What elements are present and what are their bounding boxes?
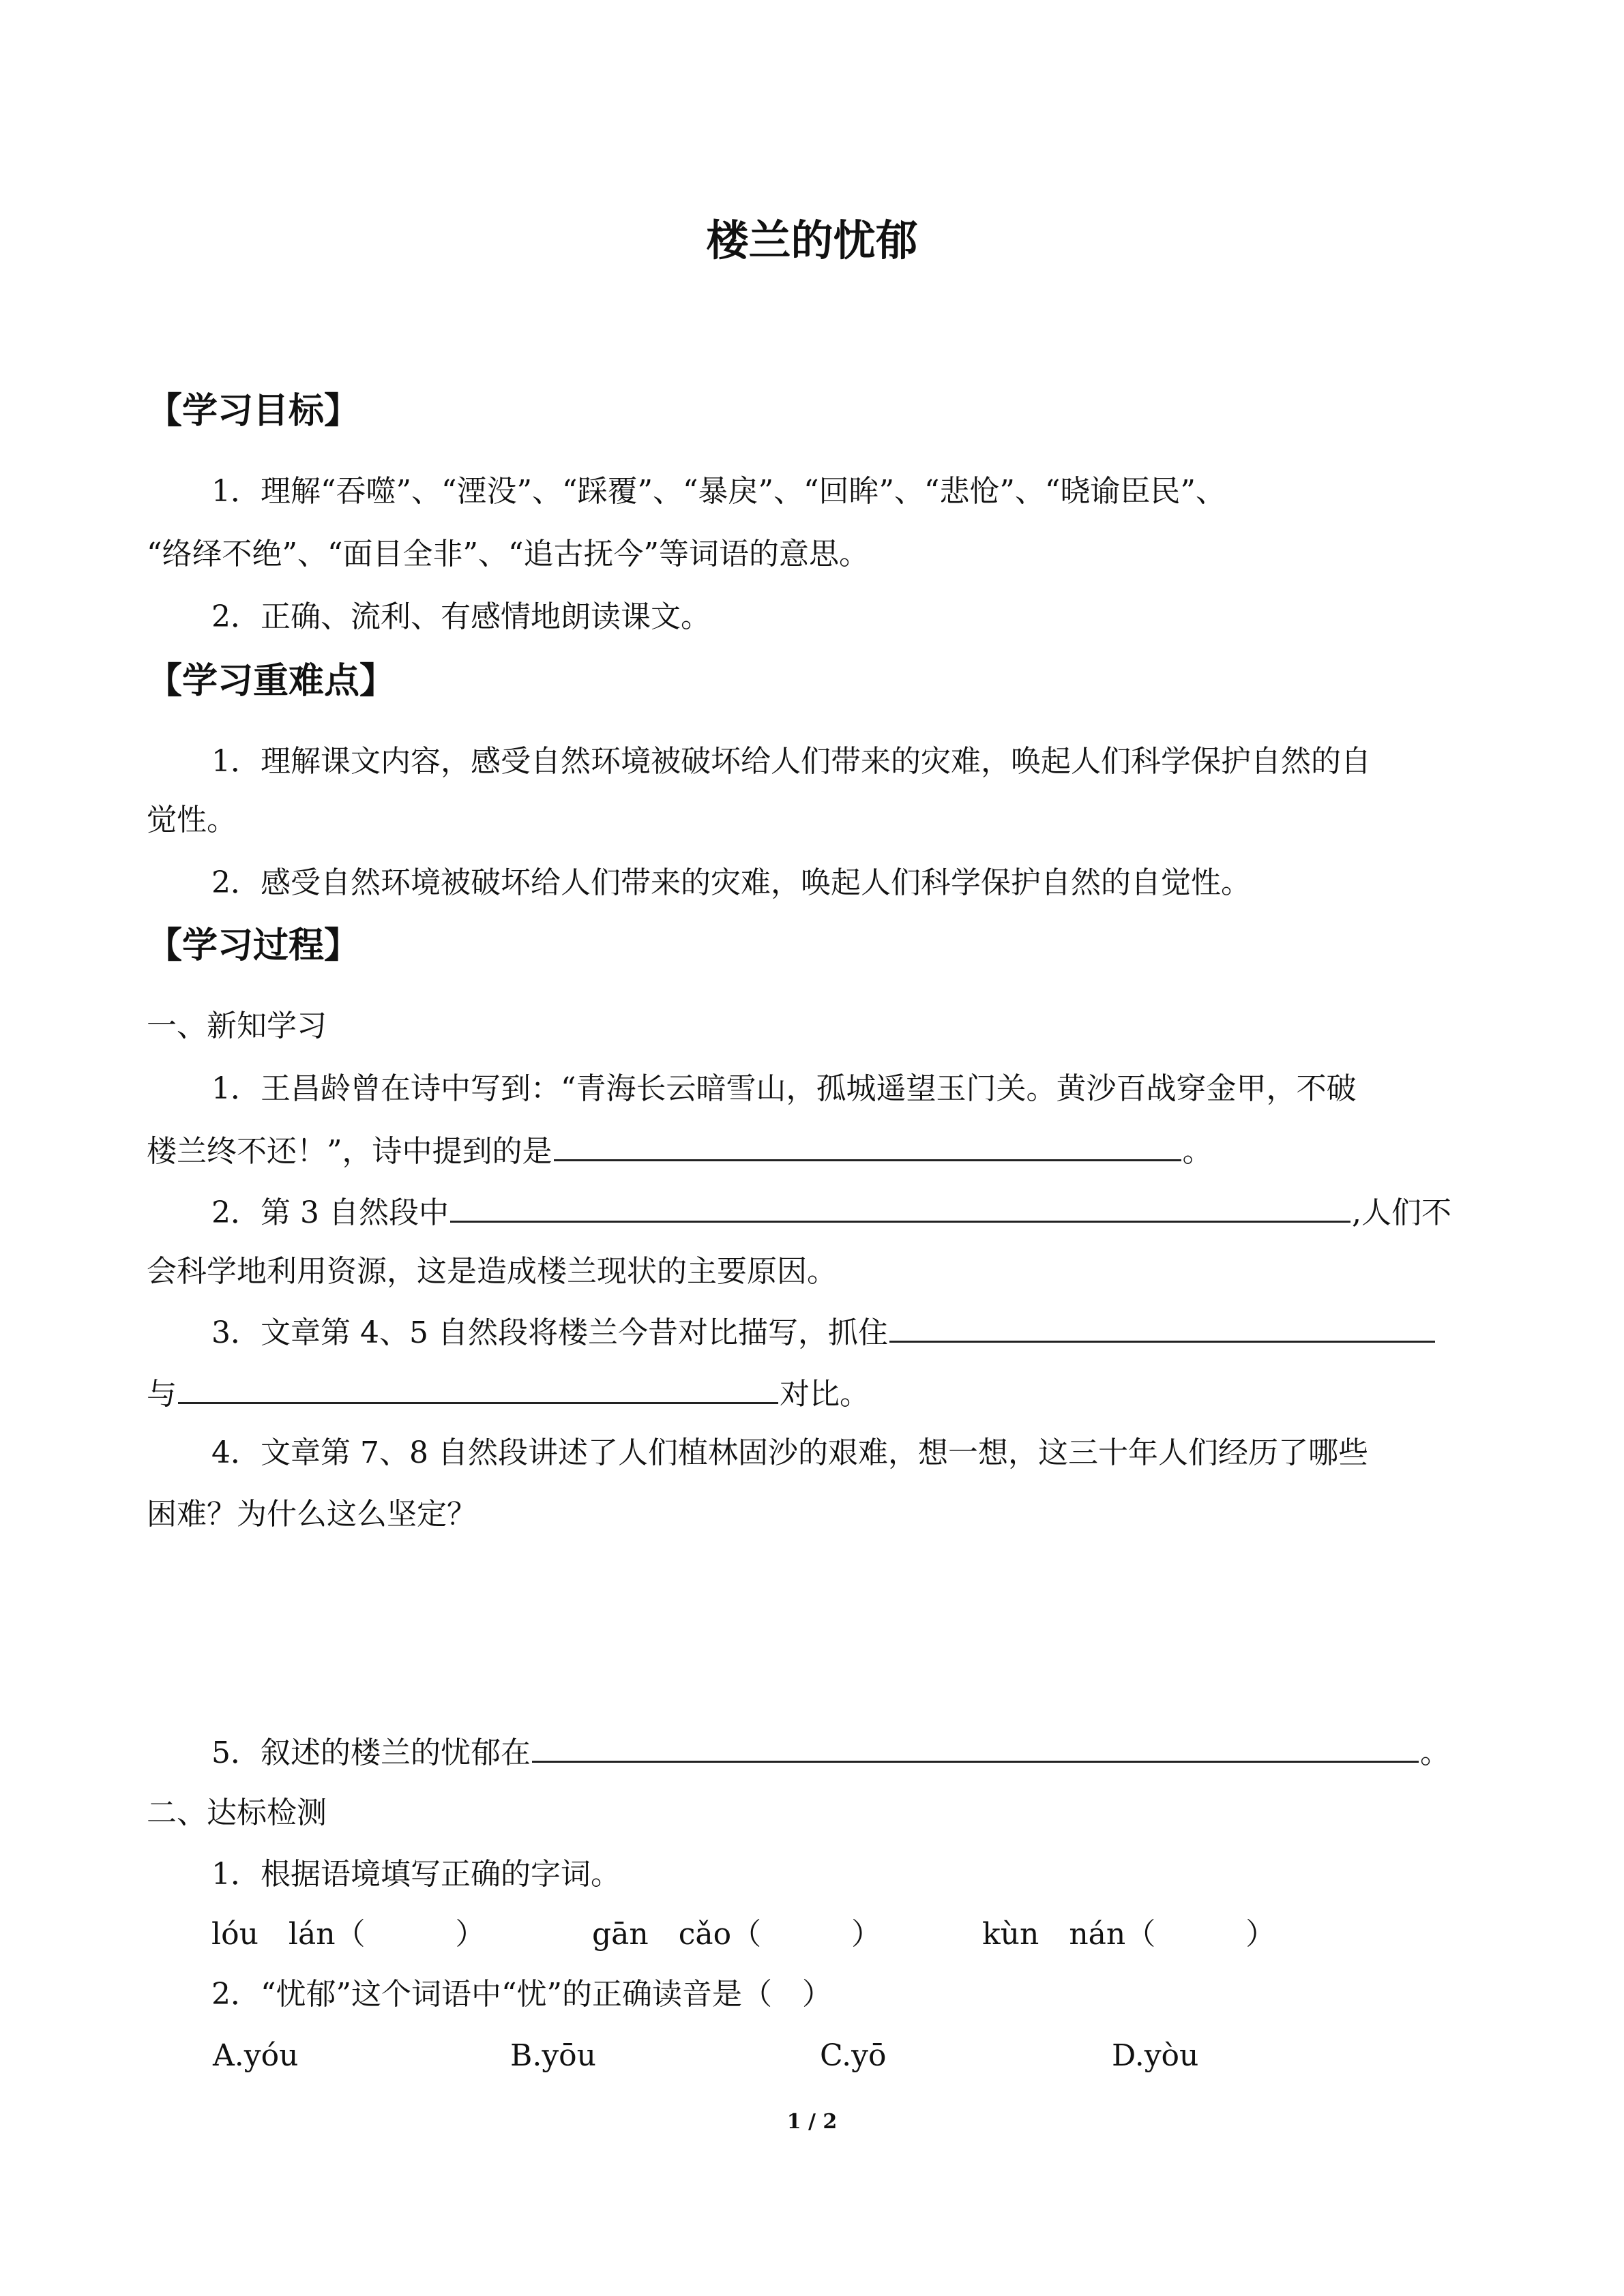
question-5-prefix: 5．叙述的楼兰的忧郁在 xyxy=(211,1735,531,1770)
question-3-line-2-prefix: 与 xyxy=(147,1377,177,1412)
question-4-line-1: 4．文章第 7、8 自然段讲述了人们植林固沙的艰难，想一想，这三十年人们经历了哪些 xyxy=(211,1435,1368,1470)
question-3-line-2-suffix: 对比。 xyxy=(780,1377,870,1412)
goals-item-1-line-1: 1．理解“吞噬”、“湮没”、“踩覆”、“暴戾”、“回眸”、“悲怆”、“晓谕臣民”、 xyxy=(211,474,1226,509)
goals-item-2: 2．正确、流利、有感情地朗读课文。 xyxy=(211,599,711,634)
option-d[interactable]: D.yòu xyxy=(1112,2038,1199,2073)
question-1-suffix: 。 xyxy=(1182,1134,1213,1169)
question-1-line-1: 1．王昌龄曾在诗中写到：“青海长云暗雪山，孤城遥望玉门关。黄沙百战穿金甲，不破 xyxy=(211,1071,1357,1106)
question-3-prefix: 3．文章第 4、5 自然段将楼兰今昔对比描写，抓住 xyxy=(211,1315,888,1350)
page-number: 1 / 2 xyxy=(786,2110,838,2134)
keypoints-item-2: 2．感受自然环境被破坏给人们带来的灾难，唤起人们科学保护自然的自觉性。 xyxy=(211,865,1251,900)
question-2-suffix: ,人们不 xyxy=(1351,1195,1451,1230)
question-1-prefix: 楼兰终不还！”，诗中提到的是 xyxy=(147,1134,552,1169)
question-2-line-2: 会科学地利用资源，这是造成楼兰现状的主要原因。 xyxy=(147,1254,837,1289)
pinyin-item-gancao: gān cǎo（ ） xyxy=(592,1917,882,1952)
question-3-line-2 xyxy=(147,1375,870,1413)
question-5 xyxy=(211,1733,1450,1772)
question-2-prefix: 2．第 3 自然段中 xyxy=(211,1195,449,1230)
option-c[interactable]: C.yō xyxy=(820,2038,887,2073)
answer-blank-3a[interactable] xyxy=(889,1313,1435,1343)
pinyin-item-loulan: lóu lán（ ） xyxy=(211,1917,486,1952)
section-heading-process: 【学习过程】 xyxy=(147,925,360,966)
check-question-2: 2．“忧郁”这个词语中“忧”的正确读音是（ ） xyxy=(211,1977,832,2012)
question-2-line-1 xyxy=(211,1193,1451,1232)
section-heading-goals: 【学习目标】 xyxy=(147,391,360,432)
question-1-line-2 xyxy=(147,1132,1213,1170)
answer-blank-1[interactable] xyxy=(554,1132,1181,1161)
part-2-heading: 二、达标检测 xyxy=(147,1795,327,1830)
question-3-line-1 xyxy=(211,1313,1436,1352)
part-1-heading: 一、新知学习 xyxy=(147,1009,327,1043)
answer-blank-2[interactable] xyxy=(450,1193,1350,1223)
option-b[interactable]: B.yōu xyxy=(510,2038,597,2073)
keypoints-item-1-line-2: 觉性。 xyxy=(147,803,237,837)
check-question-1: 1．根据语境填写正确的字词。 xyxy=(211,1857,621,1892)
question-5-suffix: 。 xyxy=(1420,1735,1450,1770)
keypoints-item-1-line-1: 1．理解课文内容，感受自然环境被破坏给人们带来的灾难，唤起人们科学保护自然的自 xyxy=(211,744,1371,779)
answer-blank-3b[interactable] xyxy=(178,1375,778,1404)
goals-item-1-line-2: “络绎不绝”、“面目全非”、“追古抚今”等词语的意思。 xyxy=(147,537,869,571)
question-4-line-2: 困难？为什么这么坚定？ xyxy=(147,1497,477,1532)
answer-blank-5[interactable] xyxy=(532,1733,1419,1763)
pinyin-item-kunnan: kùn nán（ ） xyxy=(982,1917,1276,1952)
option-a[interactable]: A.yóu xyxy=(213,2038,299,2073)
section-heading-keypoints: 【学习重难点】 xyxy=(147,661,396,702)
page-title: 楼兰的忧郁 xyxy=(706,215,918,265)
